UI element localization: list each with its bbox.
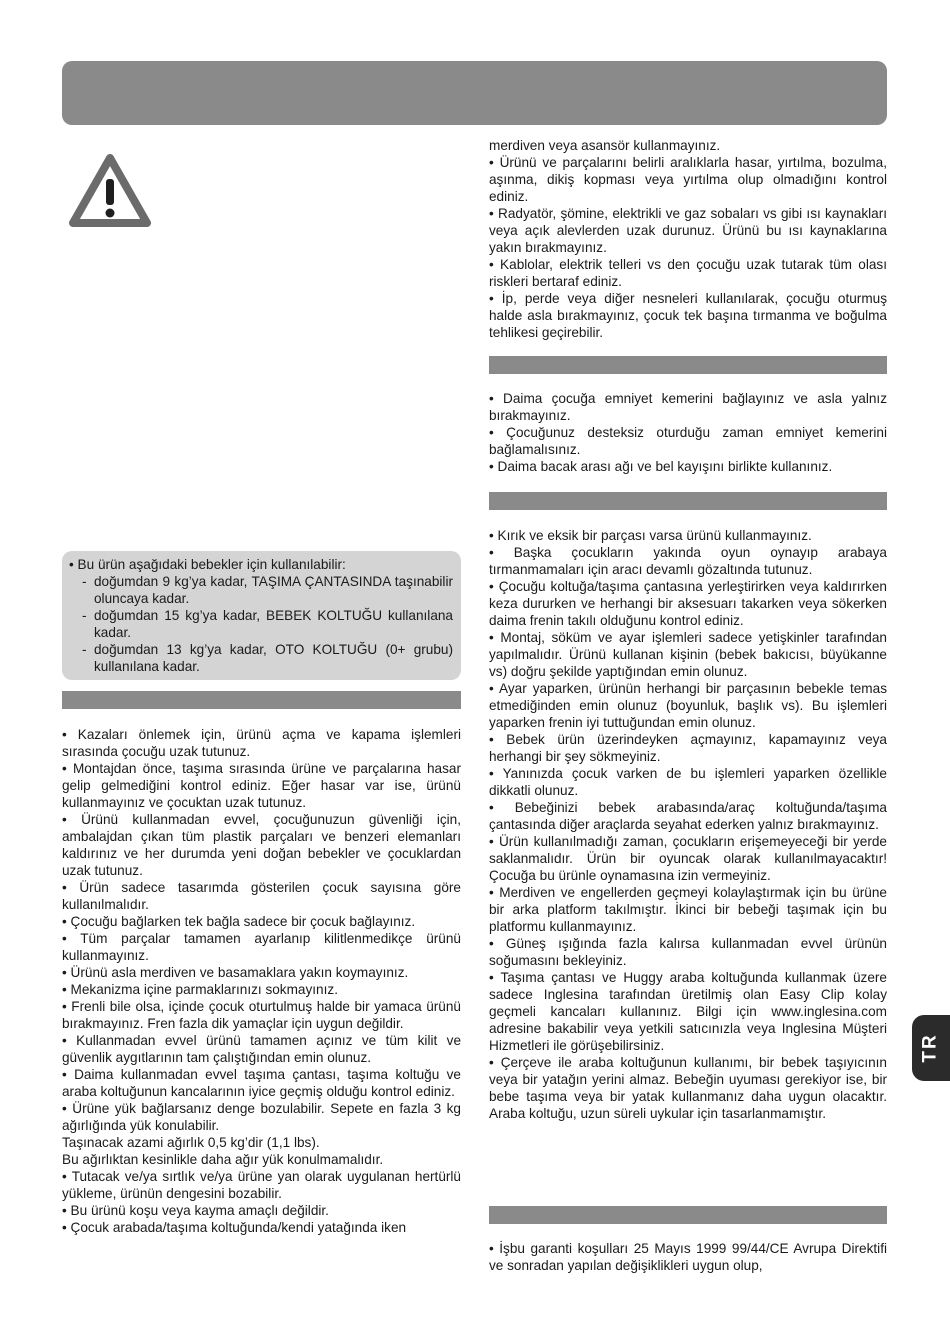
paragraph: • Kullanmadan evvel ürünü tamamen açınız ve tüm kilit ve güvenlik aygıtlarının tam çalıştığından emin olunuz. — [62, 1033, 461, 1065]
paragraph: • Daima bacak arası ağı ve bel kayışını birlikte kullanınız. — [489, 459, 833, 474]
paragraph: • Ürünü kullanmadan evvel, çocuğunuzun güvenliği için, ambalajdan çıkan tüm plastik parçaları ve benzeri elemanları kaldırınız ve her durumda yeni doğan bebekler ve çocuklardan uzak tutunuz. — [62, 812, 461, 878]
warnings-column-left — [62, 726, 461, 1236]
paragraph: • Daima kullanmadan evvel taşıma çantası, taşıma koltuğu ve araba koltuğunun kancalarının iyice geçmiş olduğu kontrol ediniz. — [62, 1067, 461, 1099]
paragraph: • Kablolar, elektrik telleri vs den çocuğu uzak tutarak tüm olası riskleri bertaraf ediniz. — [489, 257, 887, 289]
paragraph: • Kazaları önlemek için, ürünü açma ve kapama işlemleri sırasında çocuğu uzak tutunuz. — [62, 727, 461, 759]
paragraph: • Çocuğunuz desteksiz oturduğu zaman emniyet kemerini bağlamalısınız. — [489, 425, 887, 457]
warning-triangle-icon — [68, 153, 152, 229]
section-bar-warranty — [489, 1206, 887, 1224]
paragraph: • Merdiven ve engellerden geçmeyi kolaylaştırmak için bu ürüne bir arka platform takılmıştır. İkinci bir bebeği taşımak için bu platformu kullanmayınız. — [489, 885, 887, 934]
header-bar — [62, 61, 887, 125]
usage-item: - doğumdan 9 kg’ya kadar, TAŞIMA ÇANTASINDA taşınabilir oluncaya kadar. — [69, 573, 453, 607]
paragraph: • Montajdan önce, taşıma sırasında ürüne ve parçalarına hasar gelip gelmediğini kontrol ediniz. Eğer hasar var ise, ürünü kullanmayınız ve çocuktan uzak tutunuz. — [62, 761, 461, 810]
language-tab-label: TR — [919, 1033, 941, 1063]
paragraph: • Mekanizma içine parmaklarınızı sokmayınız. — [62, 982, 338, 997]
paragraph: Taşınacak azami ağırlık 0,5 kg’dir (1,1 lbs). — [62, 1135, 320, 1150]
paragraph: Bu ağırlıktan kesinlikle daha ağır yük konulmamalıdır. — [62, 1152, 384, 1167]
paragraph: • Ürünü asla merdiven ve basamaklara yakın koymayınız. — [62, 965, 409, 980]
usage-info-box — [62, 551, 461, 680]
section-bar-harness — [489, 356, 887, 374]
warnings-column-right — [489, 137, 887, 341]
paragraph: • Ürüne yük bağlarsanız denge bozulabilir. Sepete en fazla 3 kg ağırlığında yük konulabilir. — [62, 1101, 461, 1133]
paragraph: • Taşıma çantası ve Huggy araba koltuğunda kullanmak üzere sadece Inglesina tarafından üretilmiş olan Easy Clip kolay geçmeli kancaları kullanınız. Bilgi için www.inglesina.com adresine bakabilir veya yetkili satıcınızla veya Inglesina Müşteri Hizmetleri ile görüşebilirsiniz. — [489, 970, 887, 1053]
paragraph: • Frenli bile olsa, içinde çocuk oturtulmuş halde bir yamaca ürünü bırakmayınız. Fren fazla dik yamaçlar için uygun değildir. — [62, 999, 461, 1031]
paragraph: • Ürün kullanılmadığı zaman, çocukların erişemeyeceği bir yerde saklanmalıdır. Ürün bir oyuncak olarak kullanılmayacaktır! Çocuğa bu ürünle oynamasına izin vermeyiniz. — [489, 834, 887, 883]
paragraph: • Bebek ürün üzerindeyken açmayınız, kapamayınız veya herhangi bir şey sökmeyiniz. — [489, 732, 887, 764]
paragraph: • Bu ürünü koşu veya kayma amaçlı değildir. — [62, 1203, 329, 1218]
usage-intro: • Bu ürün aşağıdaki bebekler için kullanılabilir: — [69, 557, 346, 572]
paragraph: merdiven veya asansör kullanmayınız. — [489, 138, 721, 153]
warranty-section — [489, 1240, 887, 1274]
paragraph: • Çocuğu bağlarken tek bağla sadece bir çocuk bağlayınız. — [62, 914, 416, 929]
paragraph: • İp, perde veya diğer nesneleri kullanılarak, çocuğu oturmuş halde asla bırakmayınız, çocuk tek başına tırmanma ve boğulma tehlikesi geçirebilir. — [489, 291, 887, 340]
paragraph: • Kırık ve eksik bir parçası varsa ürünü kullanmayınız. — [489, 528, 812, 543]
paragraph: • Ürünü ve parçalarını belirli aralıklarla hasar, yırtılma, bozulma, aşınma, dikiş kopması veya yırtılma olup olmadığını kontrol ediniz. — [489, 155, 887, 204]
paragraph: • Bebeğinizi bebek arabasında/araç koltuğunda/taşıma çantasında diğer araçlarda seyahat ederken yalnız bırakmayınız. — [489, 800, 887, 832]
section-bar-warnings — [62, 691, 461, 709]
paragraph: • Daima çocuğa emniyet kemerini bağlayınız ve asla yalnız bırakmayınız. — [489, 391, 887, 423]
paragraph: • Çocuğu koltuğa/taşıma çantasına yerleştirirken veya kaldırırken keza dururken ve herhangi bir aksesuarı takarken veya sökerken daima frenin takılı olduğunu kontrol ediniz. — [489, 579, 887, 628]
paragraph: • Çerçeve ile araba koltuğunun kullanımı, bir bebek taşıyıcının veya bir yatağın yerini almaz. Bebeğin uyuması gerekiyor ise, bir bebe taşıma veya bir yatak kullanmanız daha uygun olacaktır. Araba koltuğu, uzun süreli uykular için tasarlanmamıştır. — [489, 1055, 887, 1121]
paragraph: • Tüm parçalar tamamen ayarlanıp kilitlenmedikçe ürünü kullanmayınız. — [62, 931, 461, 963]
paragraph: • Montaj, söküm ve ayar işlemleri sadece yetişkinler tarafından yapılmalıdır. Ürünü kullanan kişinin (bebek bakıcısı, büyükanne vs) doğru şekilde yaptığından emin olunuz. — [489, 630, 887, 679]
harness-section — [489, 390, 887, 475]
usage-item: - doğumdan 15 kg’ya kadar, BEBEK KOLTUĞU kullanılana kadar. — [69, 607, 453, 641]
paragraph: • Çocuk arabada/taşıma koltuğunda/kendi yatağında iken — [62, 1220, 407, 1235]
paragraph: • İşbu garanti koşulları 25 Mayıs 1999 99/44/CE Avrupa Direktifi ve sonradan yapılan değişiklikleri uygun olup, — [489, 1241, 887, 1273]
paragraph: • Başka çocukların yakında oyun oynayıp arabaya tırmanmamaları için aracı devamlı gözaltında tutunuz. — [489, 545, 887, 577]
safety-section — [489, 527, 887, 1122]
section-bar-safety — [489, 492, 887, 510]
usage-list — [69, 573, 453, 675]
paragraph: • Ürün sadece tasarımda gösterilen çocuk sayısına göre kullanılmalıdır. — [62, 880, 461, 912]
language-tab — [912, 1015, 950, 1081]
paragraph: • Tutacak ve/ya sırtlık ve/ya ürüne yan olarak uygulanan hertürlü yükleme, ürünün dengesini bozabilir. — [62, 1169, 461, 1201]
paragraph: • Ayar yaparken, ürünün herhangi bir parçasının bebekle temas etmediğinden emin olunuz (boyunluk, başlık vs). Bu işlemleri yaparken frenin iyi tuttuğundan emin olunuz. — [489, 681, 887, 730]
usage-item: - doğumdan 13 kg’ya kadar, OTO KOLTUĞU (0+ grubu) kullanılana kadar. — [69, 641, 453, 675]
paragraph: • Yanınızda çocuk varken de bu işlemleri yaparken özellikle dikkatli olunuz. — [489, 766, 887, 798]
paragraph: • Güneş ışığında fazla kalırsa kullanmadan evvel ürünün soğumasını bekleyiniz. — [489, 936, 887, 968]
paragraph: • Radyatör, şömine, elektrikli ve gaz sobaları vs gibi ısı kaynakları veya açık alevlerden uzak durunuz. Ürünü bu ısı kaynaklarına yakın bırakmayınız. — [489, 206, 887, 255]
